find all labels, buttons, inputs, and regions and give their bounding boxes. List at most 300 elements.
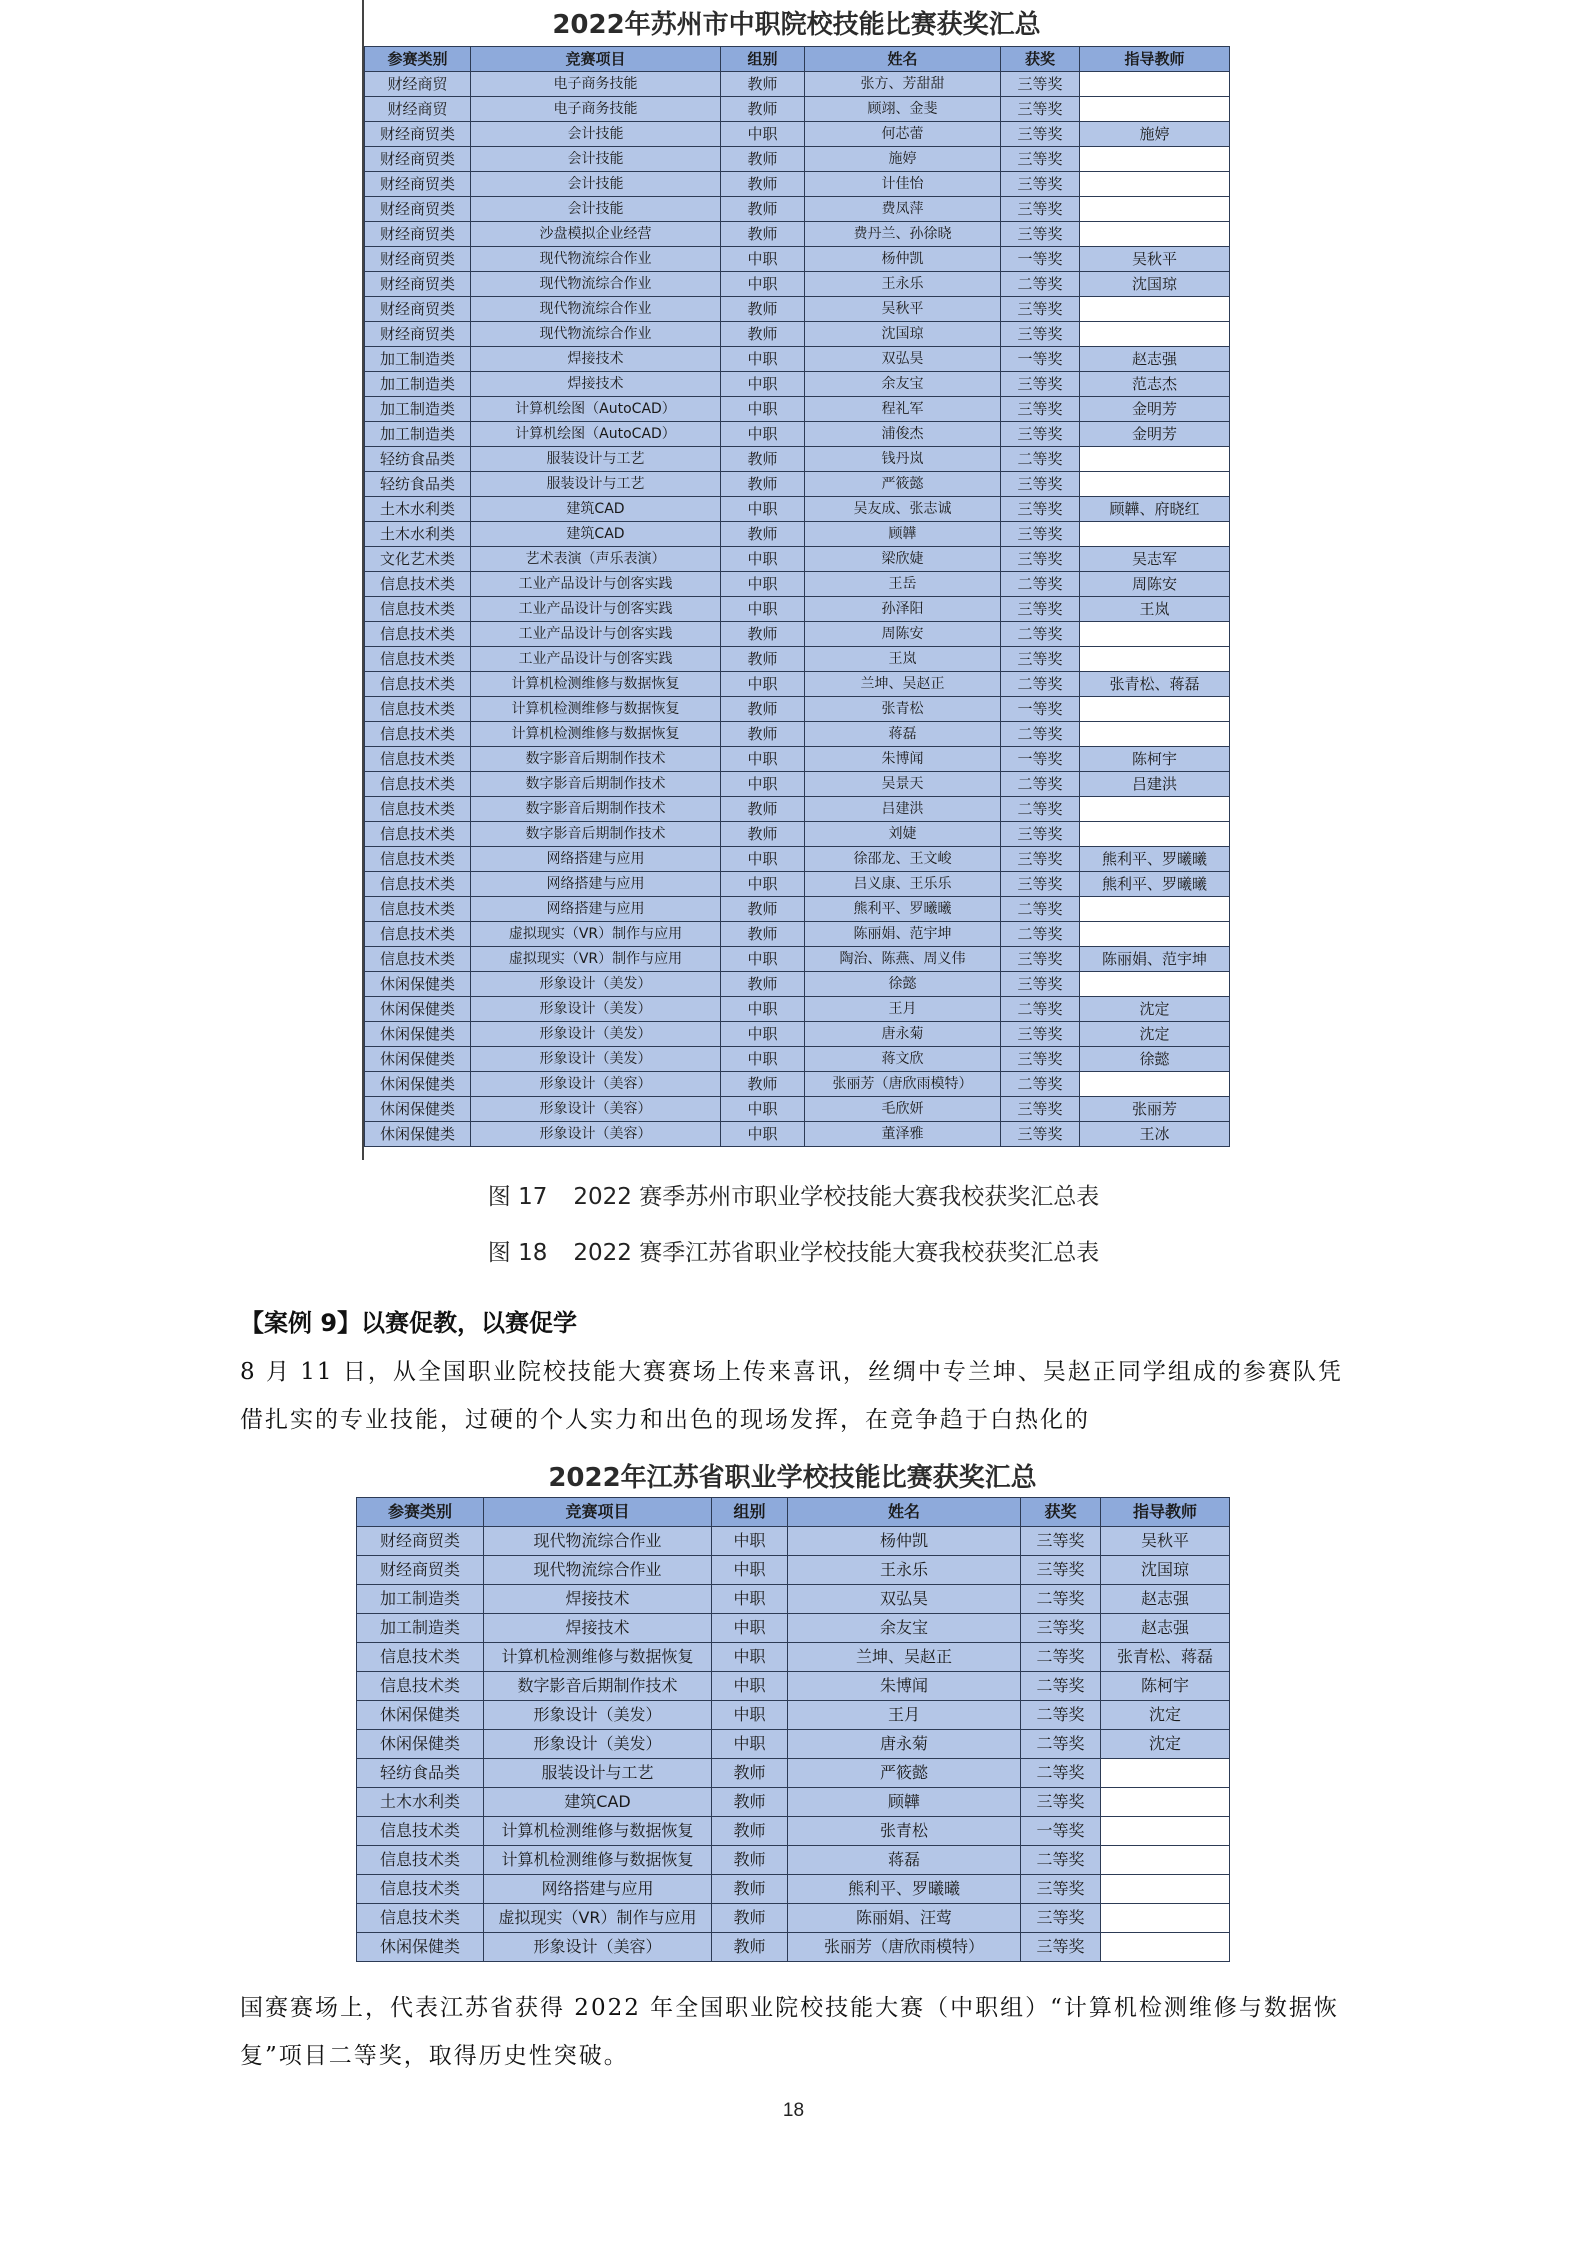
- name-cell: 唐永菊: [805, 1022, 1001, 1047]
- project-cell: 焊接技术: [471, 372, 721, 397]
- project-cell: 焊接技术: [471, 347, 721, 372]
- name-cell: 沈国琼: [805, 322, 1001, 347]
- table-row: [357, 1614, 1230, 1643]
- award-cell: 一等奖: [1021, 1817, 1101, 1846]
- award-cell: 三等奖: [1001, 597, 1080, 622]
- award-cell: 二等奖: [1021, 1730, 1101, 1759]
- name-cell: 吴友成、张志诚: [805, 497, 1001, 522]
- teacher-cell: 陈柯宇: [1101, 1672, 1230, 1701]
- table-row: [365, 972, 1230, 997]
- project-cell: 计算机检测维修与数据恢复: [484, 1846, 712, 1875]
- award-cell: 二等奖: [1001, 922, 1080, 947]
- name-cell: 徐邵龙、王文峻: [805, 847, 1001, 872]
- teacher-cell: [1101, 1788, 1230, 1817]
- table-row: [357, 1846, 1230, 1875]
- teacher-cell: [1080, 797, 1230, 822]
- award-cell: 三等奖: [1001, 1122, 1080, 1147]
- category-cell: 财经商贸类: [365, 197, 471, 222]
- category-cell: 休闲保健类: [357, 1730, 484, 1759]
- award-cell: 二等奖: [1001, 272, 1080, 297]
- award-cell: 二等奖: [1021, 1585, 1101, 1614]
- name-cell: 王永乐: [805, 272, 1001, 297]
- project-cell: 工业产品设计与创客实践: [471, 647, 721, 672]
- teacher-cell: 沈定: [1080, 997, 1230, 1022]
- group-cell: 教师: [721, 622, 805, 647]
- column-header: 参赛类别: [365, 47, 471, 72]
- project-cell: 形象设计（美容）: [471, 1122, 721, 1147]
- name-cell: 董泽雅: [805, 1122, 1001, 1147]
- group-cell: 教师: [721, 722, 805, 747]
- name-cell: 双弘昊: [788, 1585, 1021, 1614]
- category-cell: 加工制造类: [365, 347, 471, 372]
- column-header: 竞赛项目: [471, 47, 721, 72]
- category-cell: 休闲保健类: [357, 1701, 484, 1730]
- project-cell: 形象设计（美发）: [471, 1047, 721, 1072]
- award-cell: 三等奖: [1001, 1047, 1080, 1072]
- figure-18-number: 图 18: [487, 1240, 548, 1266]
- teacher-cell: [1080, 197, 1230, 222]
- name-cell: 计佳怡: [805, 172, 1001, 197]
- category-cell: 加工制造类: [357, 1614, 484, 1643]
- project-cell: 计算机绘图（AutoCAD）: [471, 397, 721, 422]
- name-cell: 张青松: [805, 697, 1001, 722]
- group-cell: 中职: [721, 397, 805, 422]
- project-cell: 现代物流综合作业: [471, 247, 721, 272]
- name-cell: 王岳: [805, 572, 1001, 597]
- project-cell: 形象设计（美发）: [484, 1701, 712, 1730]
- table-row: [357, 1585, 1230, 1614]
- page-number: 18: [782, 2100, 805, 2121]
- name-cell: 张丽芳（唐欣雨模特）: [788, 1933, 1021, 1962]
- group-cell: 教师: [721, 147, 805, 172]
- teacher-cell: 金明芳: [1080, 422, 1230, 447]
- group-cell: 教师: [721, 97, 805, 122]
- group-cell: 中职: [721, 847, 805, 872]
- category-cell: 信息技术类: [365, 872, 471, 897]
- award-cell: 三等奖: [1001, 372, 1080, 397]
- award-cell: 二等奖: [1001, 797, 1080, 822]
- award-cell: 三等奖: [1001, 322, 1080, 347]
- teacher-cell: [1080, 97, 1230, 122]
- category-cell: 财经商贸类: [365, 222, 471, 247]
- group-cell: 中职: [721, 1097, 805, 1122]
- table-row: [357, 1759, 1230, 1788]
- name-cell: 蒋磊: [805, 722, 1001, 747]
- name-cell: 孙泽阳: [805, 597, 1001, 622]
- table-row: [365, 222, 1230, 247]
- table-row: [357, 1875, 1230, 1904]
- table-row: [365, 797, 1230, 822]
- project-cell: 建筑CAD: [471, 522, 721, 547]
- teacher-cell: [1080, 722, 1230, 747]
- suzhou-table-title: 2022年苏州市中职院校技能比赛获奖汇总: [552, 10, 1041, 40]
- name-cell: 施婷: [805, 147, 1001, 172]
- name-cell: 刘婕: [805, 822, 1001, 847]
- teacher-cell: [1101, 1846, 1230, 1875]
- table-row: [357, 1672, 1230, 1701]
- column-header: 参赛类别: [357, 1498, 484, 1527]
- group-cell: 教师: [721, 822, 805, 847]
- name-cell: 杨仲凯: [788, 1527, 1021, 1556]
- table-row: [365, 1097, 1230, 1122]
- project-cell: 计算机检测维修与数据恢复: [471, 722, 721, 747]
- teacher-cell: 范志杰: [1080, 372, 1230, 397]
- teacher-cell: 周陈安: [1080, 572, 1230, 597]
- column-header: 竞赛项目: [484, 1498, 712, 1527]
- name-cell: 徐懿: [805, 972, 1001, 997]
- teacher-cell: 沈定: [1101, 1701, 1230, 1730]
- table-row: [365, 247, 1230, 272]
- project-cell: 计算机检测维修与数据恢复: [484, 1817, 712, 1846]
- figure-17-number: 图 17: [487, 1184, 548, 1210]
- project-cell: 计算机绘图（AutoCAD）: [471, 422, 721, 447]
- teacher-cell: 赵志强: [1101, 1614, 1230, 1643]
- table-row: [365, 597, 1230, 622]
- category-cell: 加工制造类: [357, 1585, 484, 1614]
- teacher-cell: [1080, 972, 1230, 997]
- table-row: [365, 997, 1230, 1022]
- name-cell: 王月: [788, 1701, 1021, 1730]
- teacher-cell: 沈定: [1080, 1022, 1230, 1047]
- project-cell: 工业产品设计与创客实践: [471, 572, 721, 597]
- group-cell: 中职: [712, 1585, 788, 1614]
- award-cell: 一等奖: [1001, 347, 1080, 372]
- table-row: [365, 122, 1230, 147]
- category-cell: 休闲保健类: [365, 1047, 471, 1072]
- teacher-cell: 吴秋平: [1080, 247, 1230, 272]
- award-cell: 三等奖: [1021, 1788, 1101, 1817]
- table-row: [365, 472, 1230, 497]
- name-cell: 陈丽娟、范宇坤: [805, 922, 1001, 947]
- name-cell: 吴景天: [805, 772, 1001, 797]
- group-cell: 教师: [712, 1933, 788, 1962]
- group-cell: 中职: [712, 1672, 788, 1701]
- award-cell: 三等奖: [1001, 547, 1080, 572]
- teacher-cell: [1080, 472, 1230, 497]
- group-cell: 中职: [712, 1614, 788, 1643]
- project-cell: 现代物流综合作业: [471, 322, 721, 347]
- table-row: [365, 1072, 1230, 1097]
- name-cell: 王永乐: [788, 1556, 1021, 1585]
- award-cell: 二等奖: [1001, 572, 1080, 597]
- table-row: [365, 97, 1230, 122]
- table-row: [365, 372, 1230, 397]
- award-cell: 二等奖: [1001, 897, 1080, 922]
- group-cell: 教师: [712, 1846, 788, 1875]
- project-cell: 计算机检测维修与数据恢复: [484, 1643, 712, 1672]
- table-row: [365, 572, 1230, 597]
- award-cell: 三等奖: [1001, 872, 1080, 897]
- award-cell: 三等奖: [1001, 972, 1080, 997]
- name-cell: 顾韡: [805, 522, 1001, 547]
- project-cell: 电子商务技能: [471, 72, 721, 97]
- table-row: [365, 547, 1230, 572]
- group-cell: 中职: [721, 347, 805, 372]
- award-cell: 二等奖: [1021, 1846, 1101, 1875]
- project-cell: 网络搭建与应用: [471, 872, 721, 897]
- category-cell: 土木水利类: [357, 1788, 484, 1817]
- award-cell: 三等奖: [1021, 1527, 1101, 1556]
- table-row: [365, 947, 1230, 972]
- column-header: 组别: [721, 47, 805, 72]
- table-row: [365, 847, 1230, 872]
- project-cell: 形象设计（美发）: [484, 1730, 712, 1759]
- award-cell: 三等奖: [1001, 397, 1080, 422]
- award-cell: 三等奖: [1001, 822, 1080, 847]
- category-cell: 信息技术类: [365, 922, 471, 947]
- table-row: [357, 1701, 1230, 1730]
- teacher-cell: 熊利平、罗曦曦: [1080, 847, 1230, 872]
- teacher-cell: 陈柯宇: [1080, 747, 1230, 772]
- award-cell: 三等奖: [1021, 1556, 1101, 1585]
- award-cell: 一等奖: [1001, 747, 1080, 772]
- name-cell: 余友宝: [788, 1614, 1021, 1643]
- project-cell: 艺术表演（声乐表演）: [471, 547, 721, 572]
- teacher-cell: 赵志强: [1080, 347, 1230, 372]
- group-cell: 中职: [721, 672, 805, 697]
- table-row: [365, 772, 1230, 797]
- name-cell: 陶治、陈燕、周义伟: [805, 947, 1001, 972]
- category-cell: 信息技术类: [365, 847, 471, 872]
- teacher-cell: [1080, 297, 1230, 322]
- award-cell: 三等奖: [1001, 172, 1080, 197]
- group-cell: 中职: [712, 1527, 788, 1556]
- teacher-cell: 沈国琼: [1101, 1556, 1230, 1585]
- category-cell: 休闲保健类: [365, 1072, 471, 1097]
- figure-18-caption: [0, 1234, 1587, 1267]
- award-cell: 三等奖: [1001, 222, 1080, 247]
- group-cell: 教师: [712, 1817, 788, 1846]
- case-9-heading: 【案例 9】以赛促教，以赛促学: [240, 1309, 578, 1337]
- name-cell: 熊利平、罗曦曦: [805, 897, 1001, 922]
- name-cell: 兰坤、吴赵正: [788, 1643, 1021, 1672]
- category-cell: 信息技术类: [365, 897, 471, 922]
- teacher-cell: [1080, 522, 1230, 547]
- project-cell: 形象设计（美容）: [484, 1933, 712, 1962]
- project-cell: 网络搭建与应用: [471, 847, 721, 872]
- award-cell: 三等奖: [1001, 297, 1080, 322]
- table-header-row: [365, 47, 1230, 72]
- project-cell: 电子商务技能: [471, 97, 721, 122]
- table-row: [365, 422, 1230, 447]
- award-cell: 一等奖: [1001, 247, 1080, 272]
- teacher-cell: 吴志军: [1080, 547, 1230, 572]
- category-cell: 文化艺术类: [365, 547, 471, 572]
- award-cell: 二等奖: [1001, 1072, 1080, 1097]
- award-cell: 三等奖: [1001, 97, 1080, 122]
- category-cell: 轻纺食品类: [357, 1759, 484, 1788]
- jiangsu-award-table-block: [356, 1457, 1229, 1972]
- category-cell: 财经商贸: [365, 97, 471, 122]
- category-cell: 信息技术类: [365, 722, 471, 747]
- table-row: [365, 147, 1230, 172]
- name-cell: 张方、芳甜甜: [805, 72, 1001, 97]
- column-header: 姓名: [805, 47, 1001, 72]
- category-cell: 财经商贸类: [365, 322, 471, 347]
- teacher-cell: [1101, 1933, 1230, 1962]
- group-cell: 中职: [721, 572, 805, 597]
- project-cell: 焊接技术: [484, 1585, 712, 1614]
- jiangsu-award-table: [356, 1497, 1230, 1962]
- category-cell: 财经商贸类: [365, 172, 471, 197]
- project-cell: 现代物流综合作业: [471, 272, 721, 297]
- table-row: [365, 647, 1230, 672]
- teacher-cell: [1080, 147, 1230, 172]
- teacher-cell: 金明芳: [1080, 397, 1230, 422]
- table-row: [365, 1022, 1230, 1047]
- name-cell: 双弘昊: [805, 347, 1001, 372]
- project-cell: 建筑CAD: [471, 497, 721, 522]
- category-cell: 财经商贸: [365, 72, 471, 97]
- project-cell: 形象设计（美容）: [471, 1072, 721, 1097]
- name-cell: 陈丽娟、汪莺: [788, 1904, 1021, 1933]
- category-cell: 财经商贸类: [365, 272, 471, 297]
- award-cell: 二等奖: [1021, 1643, 1101, 1672]
- table-row: [357, 1556, 1230, 1585]
- award-cell: 二等奖: [1021, 1701, 1101, 1730]
- name-cell: 浦俊杰: [805, 422, 1001, 447]
- award-cell: 三等奖: [1001, 497, 1080, 522]
- category-cell: 信息技术类: [365, 672, 471, 697]
- name-cell: 毛欣妍: [805, 1097, 1001, 1122]
- project-cell: 会计技能: [471, 197, 721, 222]
- group-cell: 教师: [712, 1875, 788, 1904]
- category-cell: 信息技术类: [365, 947, 471, 972]
- teacher-cell: 张青松、蒋磊: [1080, 672, 1230, 697]
- group-cell: 教师: [721, 172, 805, 197]
- project-cell: 现代物流综合作业: [484, 1556, 712, 1585]
- project-cell: 数字影音后期制作技术: [471, 797, 721, 822]
- teacher-cell: [1101, 1904, 1230, 1933]
- teacher-cell: 王岚: [1080, 597, 1230, 622]
- teacher-cell: 吕建洪: [1080, 772, 1230, 797]
- name-cell: 费丹兰、孙徐晓: [805, 222, 1001, 247]
- column-header: 姓名: [788, 1498, 1021, 1527]
- award-cell: 三等奖: [1001, 72, 1080, 97]
- name-cell: 顾翊、金斐: [805, 97, 1001, 122]
- category-cell: 信息技术类: [365, 647, 471, 672]
- project-cell: 服装设计与工艺: [471, 447, 721, 472]
- category-cell: 信息技术类: [357, 1672, 484, 1701]
- category-cell: 休闲保健类: [357, 1933, 484, 1962]
- project-cell: 数字影音后期制作技术: [471, 822, 721, 847]
- teacher-cell: [1080, 172, 1230, 197]
- teacher-cell: [1080, 447, 1230, 472]
- award-cell: 三等奖: [1001, 422, 1080, 447]
- category-cell: 轻纺食品类: [365, 447, 471, 472]
- teacher-cell: [1080, 322, 1230, 347]
- group-cell: 教师: [721, 922, 805, 947]
- project-cell: 网络搭建与应用: [484, 1875, 712, 1904]
- group-cell: 教师: [721, 647, 805, 672]
- group-cell: 教师: [721, 522, 805, 547]
- group-cell: 中职: [721, 372, 805, 397]
- category-cell: 休闲保健类: [365, 972, 471, 997]
- teacher-cell: [1080, 897, 1230, 922]
- table-header-row: [357, 1498, 1230, 1527]
- table-row: [365, 172, 1230, 197]
- category-cell: 信息技术类: [365, 597, 471, 622]
- project-cell: 网络搭建与应用: [471, 897, 721, 922]
- project-cell: 计算机检测维修与数据恢复: [471, 672, 721, 697]
- name-cell: 兰坤、吴赵正: [805, 672, 1001, 697]
- group-cell: 中职: [721, 272, 805, 297]
- award-cell: 二等奖: [1021, 1759, 1101, 1788]
- group-cell: 中职: [721, 497, 805, 522]
- figure-17-text: 2022 赛季苏州市职业学校技能大赛我校获奖汇总表: [573, 1184, 1100, 1210]
- name-cell: 钱丹岚: [805, 447, 1001, 472]
- teacher-cell: 顾韡、府晓红: [1080, 497, 1230, 522]
- award-cell: 三等奖: [1001, 522, 1080, 547]
- group-cell: 教师: [721, 972, 805, 997]
- name-cell: 唐永菊: [788, 1730, 1021, 1759]
- category-cell: 信息技术类: [365, 622, 471, 647]
- category-cell: 土木水利类: [365, 522, 471, 547]
- table-row: [365, 447, 1230, 472]
- figure-18-text: 2022 赛季江苏省职业学校技能大赛我校获奖汇总表: [573, 1240, 1100, 1266]
- group-cell: 中职: [721, 1047, 805, 1072]
- table-row: [357, 1730, 1230, 1759]
- award-cell: 二等奖: [1001, 622, 1080, 647]
- category-cell: 休闲保健类: [365, 1097, 471, 1122]
- group-cell: 中职: [712, 1556, 788, 1585]
- category-cell: 轻纺食品类: [365, 472, 471, 497]
- table-row: [357, 1933, 1230, 1962]
- award-cell: 二等奖: [1001, 447, 1080, 472]
- group-cell: 中职: [712, 1701, 788, 1730]
- table-row: [357, 1527, 1230, 1556]
- award-cell: 三等奖: [1001, 147, 1080, 172]
- name-cell: 梁欣婕: [805, 547, 1001, 572]
- name-cell: 程礼军: [805, 397, 1001, 422]
- name-cell: 蒋文欣: [805, 1047, 1001, 1072]
- project-cell: 数字影音后期制作技术: [471, 772, 721, 797]
- column-header: 获奖: [1001, 47, 1080, 72]
- project-cell: 工业产品设计与创客实践: [471, 597, 721, 622]
- teacher-cell: 熊利平、罗曦曦: [1080, 872, 1230, 897]
- award-cell: 二等奖: [1001, 997, 1080, 1022]
- project-cell: 建筑CAD: [484, 1788, 712, 1817]
- column-header: 指导教师: [1080, 47, 1230, 72]
- award-cell: 一等奖: [1001, 697, 1080, 722]
- name-cell: 严筱懿: [805, 472, 1001, 497]
- group-cell: 中职: [721, 1022, 805, 1047]
- category-cell: 加工制造类: [365, 397, 471, 422]
- name-cell: 吕建洪: [805, 797, 1001, 822]
- group-cell: 教师: [721, 1072, 805, 1097]
- teacher-cell: 王冰: [1080, 1122, 1230, 1147]
- name-cell: 吕义康、王乐乐: [805, 872, 1001, 897]
- suzhou-award-table: [364, 46, 1230, 1147]
- column-header: 组别: [712, 1498, 788, 1527]
- group-cell: 中职: [721, 547, 805, 572]
- teacher-cell: [1080, 922, 1230, 947]
- group-cell: 中职: [712, 1643, 788, 1672]
- project-cell: 现代物流综合作业: [471, 297, 721, 322]
- group-cell: 教师: [721, 697, 805, 722]
- category-cell: 信息技术类: [357, 1904, 484, 1933]
- table-row: [365, 497, 1230, 522]
- award-cell: 三等奖: [1001, 1097, 1080, 1122]
- table-row: [365, 1122, 1230, 1147]
- table-row: [357, 1643, 1230, 1672]
- project-cell: 虚拟现实（VR）制作与应用: [484, 1904, 712, 1933]
- teacher-cell: [1080, 222, 1230, 247]
- category-cell: 休闲保健类: [365, 1122, 471, 1147]
- group-cell: 教师: [721, 472, 805, 497]
- table-row: [365, 397, 1230, 422]
- group-cell: 中职: [721, 997, 805, 1022]
